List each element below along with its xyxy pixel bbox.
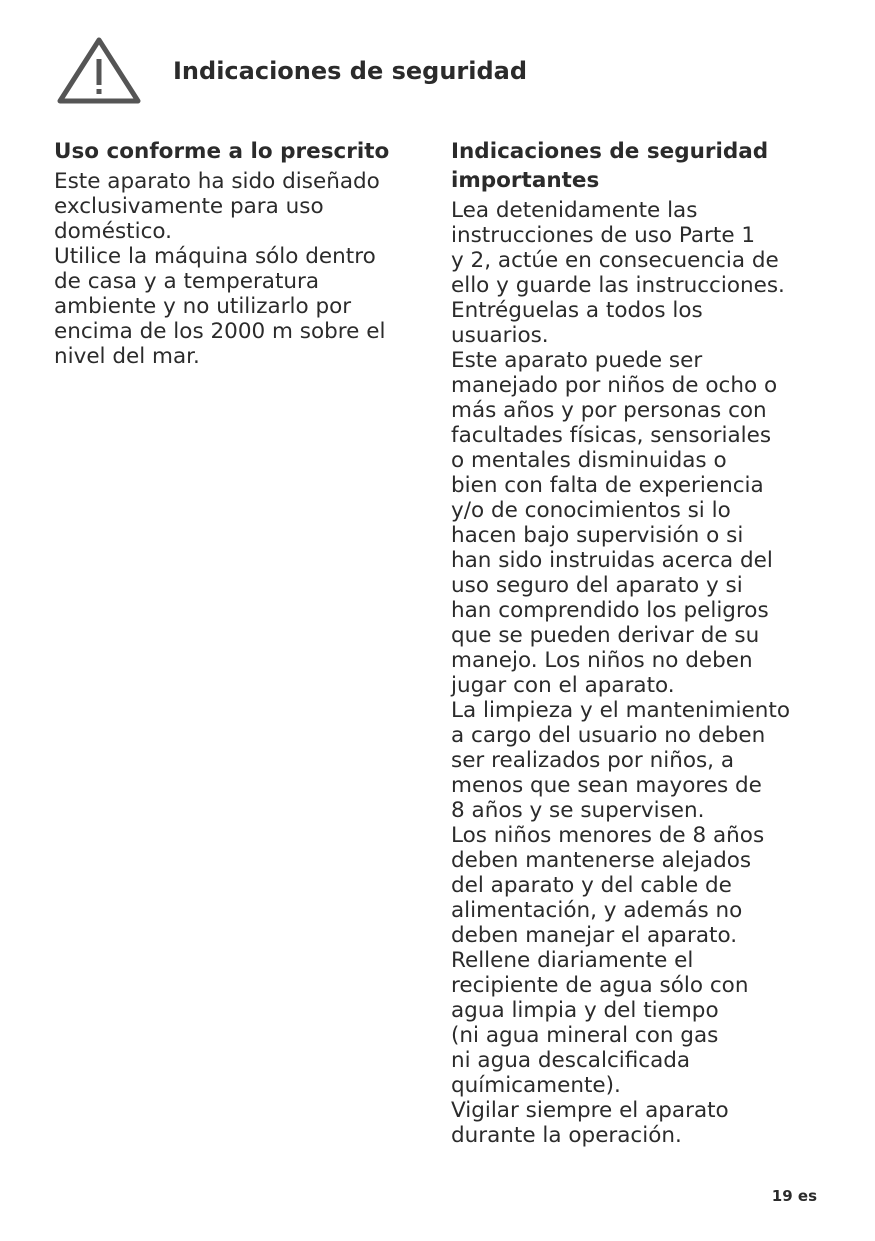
paragraph: Este aparato puede ser manejado por niños de ocho o más años y por personas con facultades físicas, sensoriales o mentales disminuidas o bien con falta de experiencia y/o de conocimientos si lo hacen bajo supervisión o si han sido instruidas acerca del uso seguro del aparato y si han comprendido los peligros que se pueden derivar de su manejo. Los niños no deben jugar con el aparato. xyxy=(451,348,778,698)
section-body-uso xyxy=(54,169,426,369)
right-column xyxy=(451,137,823,1148)
section-heading-seguridad: Indicaciones de seguridad importantes xyxy=(451,139,769,193)
warning-triangle-icon xyxy=(56,36,142,106)
section-body-seguridad xyxy=(451,198,823,1148)
left-column xyxy=(54,137,426,369)
section-heading-uso: Uso conforme a lo prescrito xyxy=(54,139,390,164)
page-header xyxy=(56,36,816,106)
paragraph: Lea detenidamente las instrucciones de uso Parte 1 y 2, actúe en consecuencia de ello y guarde las instrucciones. Entréguelas a todos los usuarios. xyxy=(451,198,785,348)
paragraph: Este aparato ha sido diseñado exclusivamente para uso doméstico. xyxy=(54,169,380,244)
paragraph: La limpieza y el mantenimiento a cargo del usuario no deben ser realizados por niños, a menos que sean mayores de 8 años y se supervisen. xyxy=(451,698,790,823)
paragraph: Rellene diariamente el recipiente de agua sólo con agua limpia y del tiempo (ni agua mineral con gas ni agua descalcificada químicamente). xyxy=(451,948,749,1098)
page-number: 19 es xyxy=(771,1187,817,1205)
paragraph: Vigilar siempre el aparato durante la operación. xyxy=(451,1098,729,1148)
page-title: Indicaciones de seguridad xyxy=(173,57,528,85)
paragraph: Utilice la máquina sólo dentro de casa y a temperatura ambiente y no utilizarlo por encima de los 2000 m sobre el nivel del mar. xyxy=(54,244,386,369)
paragraph: Los niños menores de 8 años deben mantenerse alejados del aparato y del cable de alimentación, y además no deben manejar el aparato. xyxy=(451,823,765,948)
